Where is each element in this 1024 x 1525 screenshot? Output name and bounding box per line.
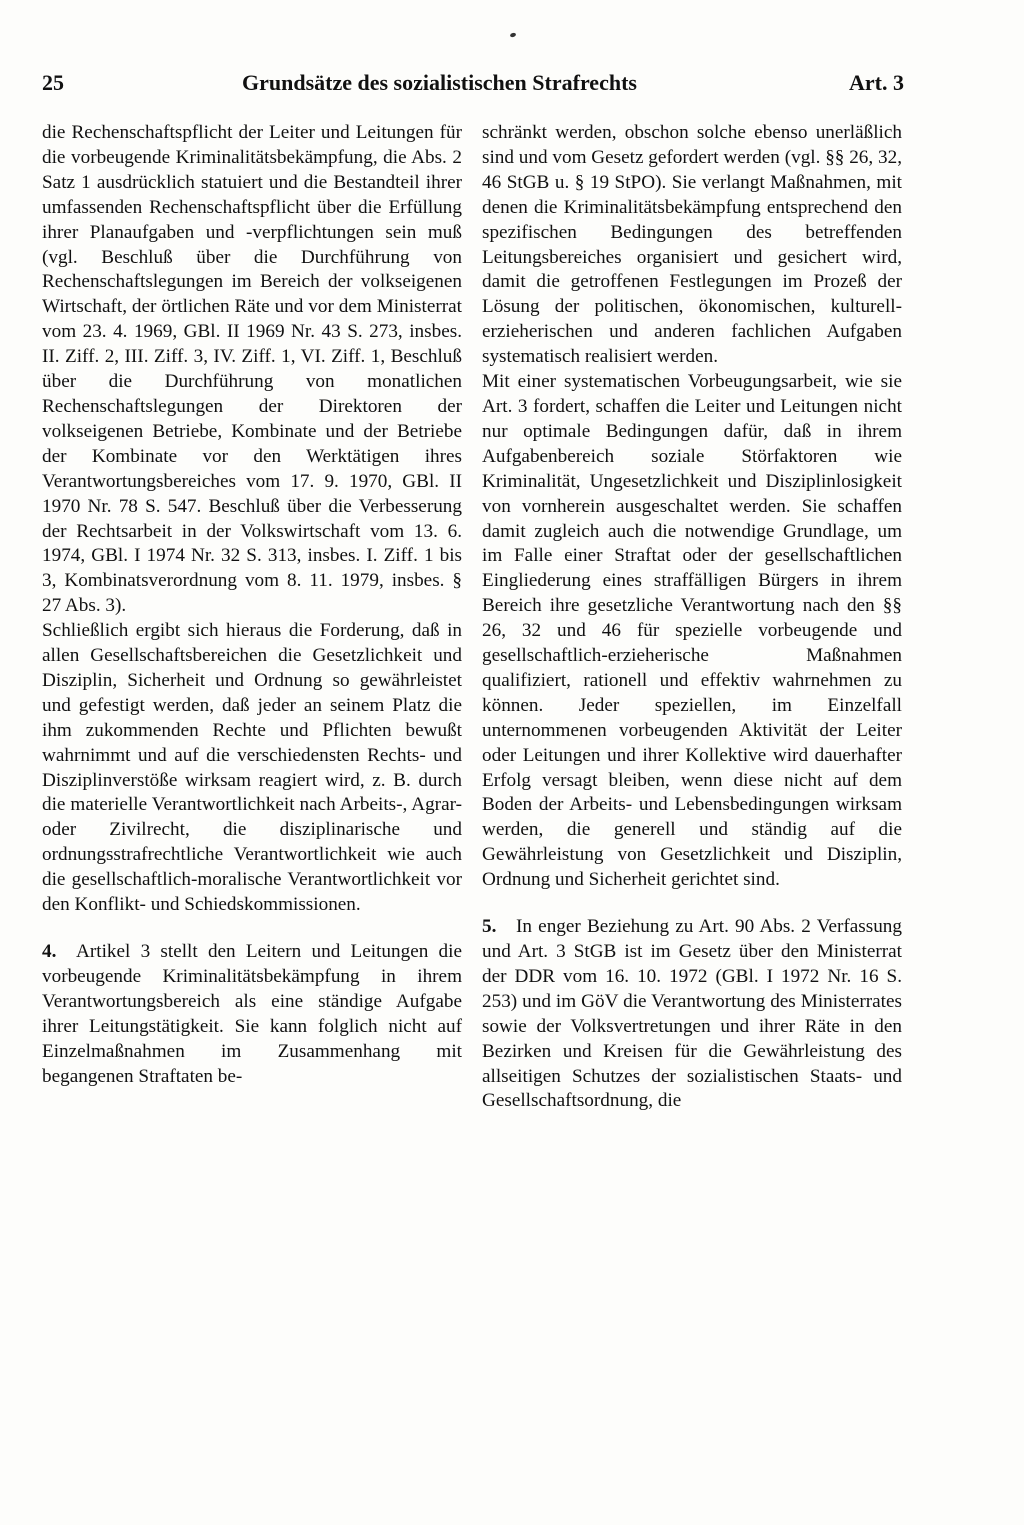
section-number-4: 4. <box>42 941 57 962</box>
left-paragraph-3 <box>42 940 462 1089</box>
page-number: 25 <box>42 70 64 95</box>
right-column <box>482 121 902 1114</box>
left-column <box>42 121 462 1089</box>
left-paragraph-3-text: Artikel 3 stellt den Leitern und Leitungen die vorbeugende Kriminalitätsbekämpfung in ihrem Verantwortungsbereich als eine ständige Aufgabe ihrer Leitungstätigkeit. Sie kann folglich nicht auf Einzelmaßnahmen im Zusammenhang mit begangenen Straftaten be- <box>42 941 462 1087</box>
left-paragraph-2: Schließlich ergibt sich hieraus die Forderung, daß in allen Gesellschaftsbereichen die Gesetzlichkeit und Disziplin, Sicherheit und Ordnung so gewährleistet und gefestigt werden, daß jeder an seinem Platz die ihm zukommenden Rechte und Pflichten bewußt wahrnimmt und auf die verschiedensten Rechts- und Disziplinverstöße wirksam reagiert wird, z. B. durch die materielle Verantwortlichkeit nach Arbeits-, Agrar- oder Zivilrecht, die disziplinarische und ordnungsstrafrechtliche Verantwortlichkeit wie auch die gesellschaftlich-moralische Verantwortlichkeit vor den Konflikt- und Schiedskommissionen. <box>42 620 462 916</box>
page-header <box>42 70 904 104</box>
right-paragraph-3-text: In enger Beziehung zu Art. 90 Abs. 2 Verfassung und Art. 3 StGB ist im Gesetz über den Ministerrat der DDR vom 16. 10. 1972 (GBl. I 1972 Nr. 16 S. 253) und im GöV die Verantwortung des Ministerrates sowie der Volksvertretungen und ihrer Räte in den Bezirken und Kreisen für die Gewährleistung des allseitigen Schutzes der sozialistischen Staats- und Gesellschaftsordnung, die <box>482 916 902 1112</box>
right-paragraph-1: schränkt werden, obschon solche ebenso unerläßlich sind und vom Gesetz gefordert werden (vgl. §§ 26, 32, 46 StGB u. § 19 StPO). Sie verlangt Maßnahmen, mit denen die Kriminalitätsbekämpfung entsprechend den spezifischen Bedingungen des betreffenden Leitungsbereiches organisiert und gesichert wird, damit die getroffenen Festlegungen im Prozeß der Lösung der politischen, ökonomischen, kulturell-erzieherischen und anderen fachlichen Aufgaben systematisch realisiert werden. <box>482 122 902 368</box>
section-number-5: 5. <box>482 916 497 938</box>
right-paragraph-2: Mit einer systematischen Vorbeugungsarbeit, wie sie Art. 3 fordert, schaffen die Leiter und Leitungen nicht nur optimale Bedingungen dafür, daß in ihrem Aufgabenbereich soziale Störfaktoren wie Kriminalität, Ungesetzlichkeit und Disziplinlosigkeit von vornherein ausgeschaltet werden. Sie schaffen damit zugleich auch die notwendige Grundlage, um im Falle einer Straftat oder der gesellschaftlichen Eingliederung eines straffälligen Bürgers in ihrem Bereich ihre gesetzliche Verantwortung nach den §§ 26, 32 und 46 für spezielle vorbeugende und gesellschaftlich-erzieherische Maßnahmen qualifiziert, rationell und effektiv wahrnehmen zu können. Jeder speziellen, im Einzelfall unternommenen vorbeugenden Aktivität der Leiter oder Leitungen und ihrer Kollektive wird dauerhafter Erfolg versagt bleiben, wenn diese nicht auf dem Boden der Arbeits- und Lebensbedingungen wirksam werden, die generell und ständig auf die Gewährleistung von Gesetzlichkeit und Disziplin, Ordnung und Sicherheit gerichtet sind. <box>482 371 902 891</box>
left-paragraph-1: die Rechenschaftspflicht der Leiter und Leitungen für die vorbeugende Kriminalitätsbekämpfung, die Abs. 2 Satz 1 ausdrücklich statuiert und die Bestandteil ihrer umfassenden Rechenschaftspflicht über die Erfüllung ihrer Planaufgaben und -verpflichtungen sein muß (vgl. Beschluß über die Durchführung von Rechenschaftslegungen im Bereich der volkseigenen Wirtschaft, der örtlichen Räte und vor dem Ministerrat vom 23. 4. 1969, GBl. II 1969 Nr. 43 S. 273, insbes. II. Ziff. 2, III. Ziff. 3, IV. Ziff. 1, VI. Ziff. 1, Beschluß über die Durchführung von monatlichen Rechenschaftslegungen der Direktoren der volkseigenen Betriebe, Kombinate und der Betriebe der Kombinate vor den Werktätigen ihres Verantwortungsbereiches vom 17. 9. 1970, GBl. II 1970 Nr. 78 S. 547. Beschluß über die Verbesserung der Rechtsarbeit in der Volkswirtschaft vom 13. 6. 1974, GBl. I 1974 Nr. 32 S. 313, insbes. I. Ziff. 1 bis 3, Kombinatsverordnung vom 8. 11. 1979, insbes. § 27 Abs. 3). <box>42 122 462 617</box>
running-title: Grundsätze des sozialistischen Strafrechts <box>242 70 637 95</box>
article-reference: Art. 3 <box>849 70 904 95</box>
right-paragraph-3 <box>482 915 902 1114</box>
print-speck <box>509 32 516 38</box>
